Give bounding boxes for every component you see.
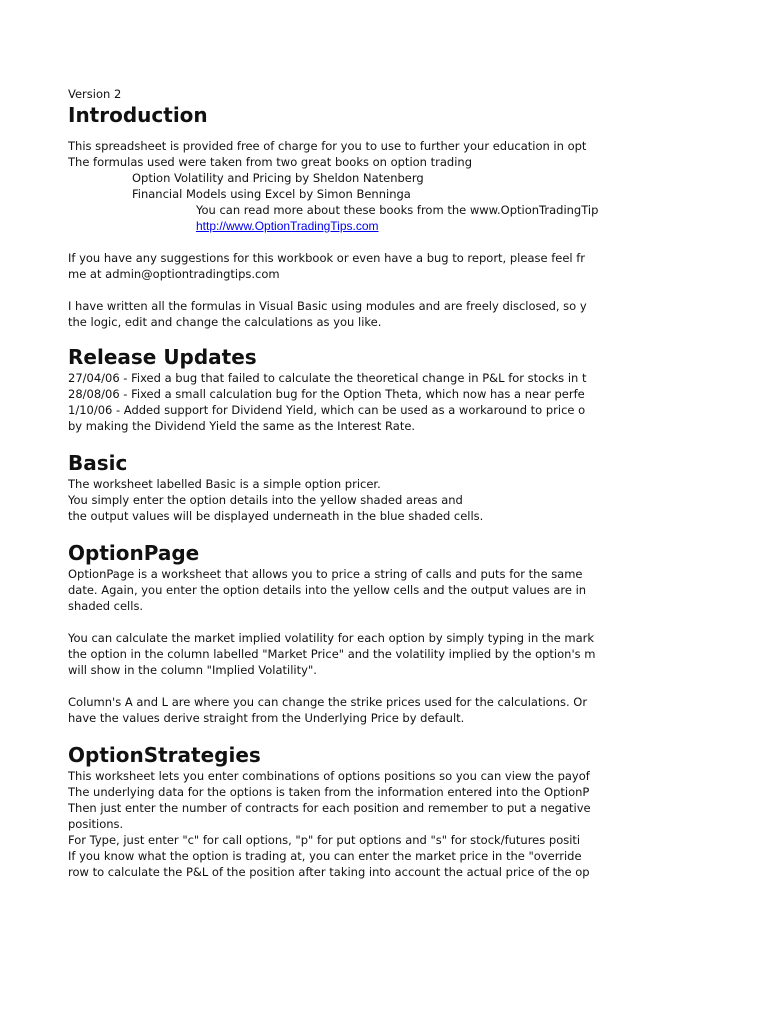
release-update-line: 1/10/06 - Added support for Dividend Yield, which can be used as a workaround to price o xyxy=(68,403,586,417)
book-title: Option Volatility and Pricing by Sheldon Natenberg xyxy=(132,171,424,185)
strike-prices-line: Column's A and L are where you can change the strike prices used for the calculations. Or xyxy=(68,695,588,709)
intro-line: This spreadsheet is provided free of charge for you to use to further your education in opt xyxy=(68,139,587,153)
intro-line: The formulas used were taken from two great books on option trading xyxy=(68,155,472,169)
release-update-line: 27/04/06 - Fixed a bug that failed to calculate the theoretical change in P&L for stocks in t xyxy=(68,371,587,385)
release-update-line: 28/08/06 - Fixed a small calculation bug for the Option Theta, which now has a near perfe xyxy=(68,387,585,401)
option-strategies-line: If you know what the option is trading at, you can enter the market price in the "override xyxy=(68,849,582,863)
book-title: Financial Models using Excel by Simon Benninga xyxy=(132,187,411,201)
formulas-line: the logic, edit and change the calculations as you like. xyxy=(68,315,382,329)
option-strategies-heading: OptionStrategies xyxy=(68,743,261,767)
release-updates-heading: Release Updates xyxy=(68,345,257,369)
implied-volatility-line: will show in the column "Implied Volatility". xyxy=(68,663,317,677)
option-page-line: date. Again, you enter the option details into the yellow cells and the output values are in xyxy=(68,583,587,597)
option-strategies-line: For Type, just enter "c" for call options, "p" for put options and "s" for stock/futures positi xyxy=(68,833,581,847)
option-strategies-line: This worksheet lets you enter combinations of options positions so you can view the payof xyxy=(68,769,590,783)
option-strategies-line: Then just enter the number of contracts for each position and remember to put a negative xyxy=(68,801,591,815)
version-label: Version 2 xyxy=(68,87,122,101)
option-page-line: OptionPage is a worksheet that allows you to price a string of calls and puts for the same xyxy=(68,567,583,581)
option-page-line: shaded cells. xyxy=(68,599,144,613)
basic-line: the output values will be displayed underneath in the blue shaded cells. xyxy=(68,509,484,523)
basic-heading: Basic xyxy=(68,451,128,475)
suggestion-line: me at admin@optiontradingtips.com xyxy=(68,267,280,281)
formulas-line: I have written all the formulas in Visual Basic using modules and are freely disclosed, so y xyxy=(68,299,587,313)
basic-line: You simply enter the option details into the yellow shaded areas and xyxy=(68,493,463,507)
option-trading-tips-link[interactable]: http://www.OptionTradingTips.com xyxy=(196,219,379,233)
option-page-heading: OptionPage xyxy=(68,541,200,565)
suggestion-line: If you have any suggestions for this workbook or even have a bug to report, please feel fr xyxy=(68,251,586,265)
option-strategies-line: positions. xyxy=(68,817,124,831)
implied-volatility-line: You can calculate the market implied volatility for each option by simply typing in the mark xyxy=(68,631,595,645)
introduction-heading: Introduction xyxy=(68,103,208,127)
document-page xyxy=(68,86,640,986)
option-strategies-line: The underlying data for the options is taken from the information entered into the OptionP xyxy=(68,785,590,799)
option-strategies-line: row to calculate the P&L of the position after taking into account the actual price of the op xyxy=(68,865,590,879)
basic-line: The worksheet labelled Basic is a simple option pricer. xyxy=(68,477,381,491)
strike-prices-line: have the values derive straight from the Underlying Price by default. xyxy=(68,711,465,725)
read-more-line: You can read more about these books from the www.OptionTradingTip xyxy=(196,203,599,217)
release-update-line: by making the Dividend Yield the same as the Interest Rate. xyxy=(68,419,416,433)
implied-volatility-line: the option in the column labelled "Market Price" and the volatility implied by the option's m xyxy=(68,647,596,661)
